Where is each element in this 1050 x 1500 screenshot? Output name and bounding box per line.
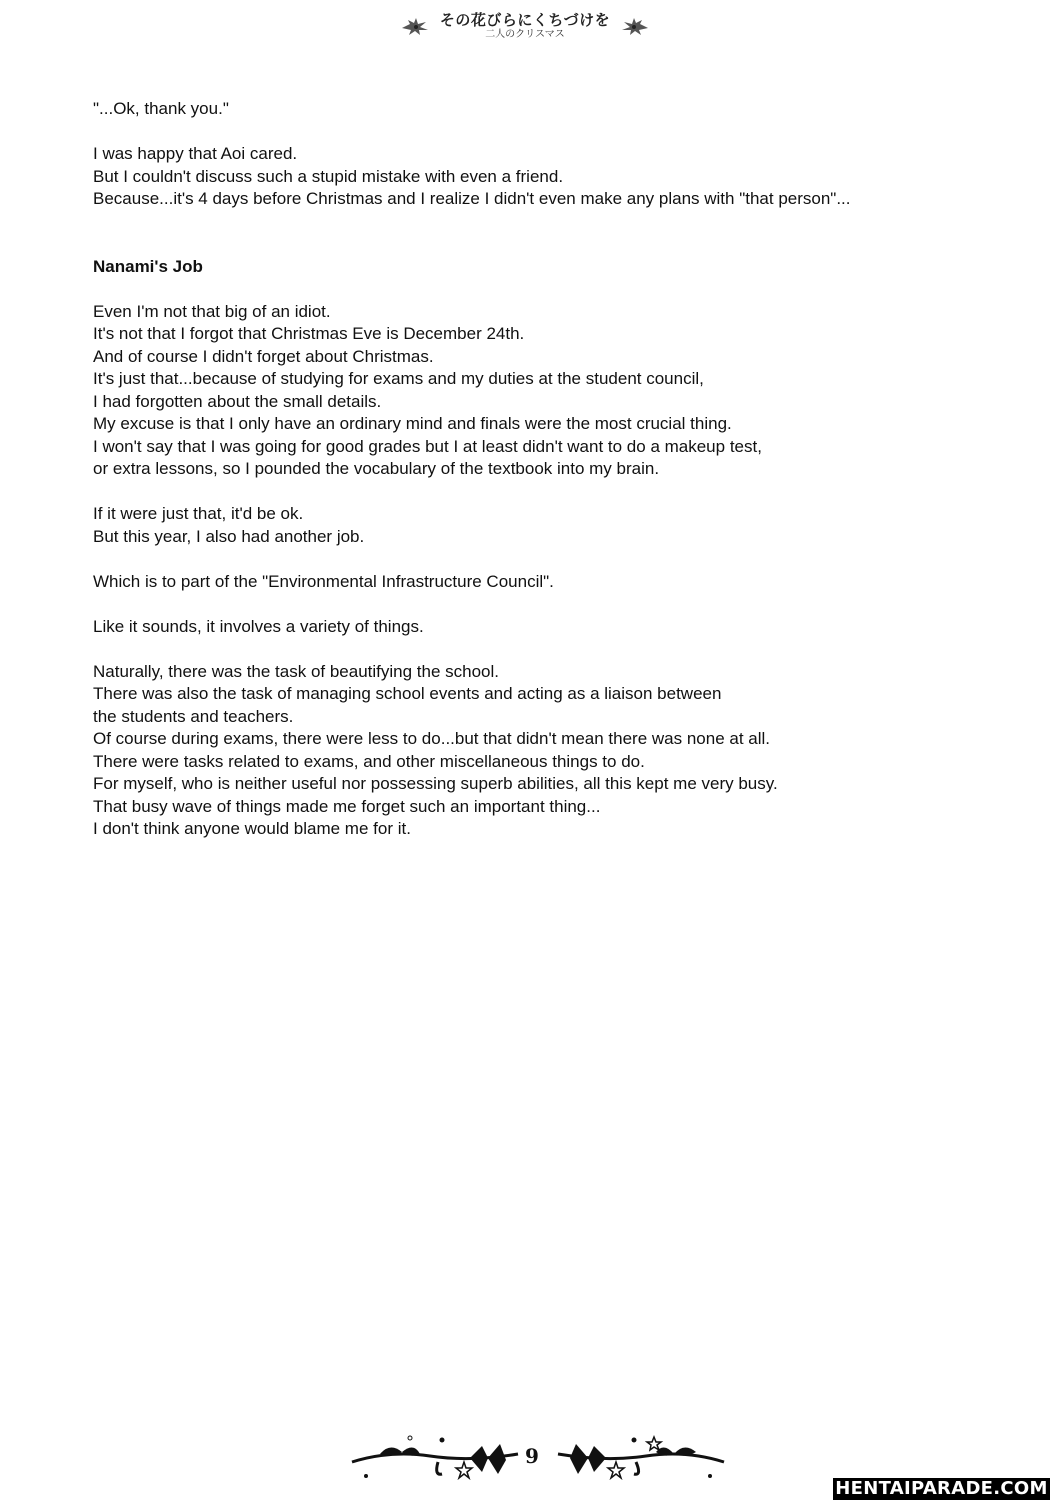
text-line: I don't think anyone would blame me for it.: [93, 819, 411, 838]
text-line: There were tasks related to exams, and other miscellaneous things to do.: [93, 751, 645, 771]
body-text: [93, 98, 973, 841]
text-line: If it were just that, it'd be ok.: [93, 504, 304, 523]
text-line: For myself, who is neither useful nor possessing superb abilities, all this kept me very busy.: [93, 774, 778, 793]
ribbon-ornament-icon-left: [350, 1432, 520, 1482]
text-line: I was happy that Aoi cared.: [93, 144, 298, 163]
page-number: 9: [525, 1444, 539, 1468]
text-line: I had forgotten about the small details.: [93, 391, 382, 411]
text-line: My excuse is that I only have an ordinary mind and finals were the most crucial thing.: [93, 414, 732, 433]
text-line: Even I'm not that big of an idiot.: [93, 301, 331, 321]
text-line: Because...it's 4 days before Christmas and I realize I didn't even make any plans with "that person"...: [93, 189, 851, 208]
text-line: But I couldn't discuss such a stupid mistake with even a friend.: [93, 166, 564, 186]
ribbon-ornament-icon-right: [556, 1432, 726, 1482]
text-line: or extra lessons, so I pounded the vocabulary of the textbook into my brain.: [93, 459, 660, 478]
blank-line: [93, 593, 973, 616]
text-line: There was also the task of managing school events and acting as a liaison between: [93, 684, 722, 703]
holly-icon-right: [616, 14, 650, 38]
text-line: It's just that...because of studying for exams and my duties at the student council,: [93, 369, 704, 388]
blank-line: [93, 121, 973, 144]
text-line: "...Ok, thank you.": [93, 99, 229, 118]
page-header: [0, 6, 1050, 46]
text-line: That busy wave of things made me forget such an important thing...: [93, 796, 601, 816]
header-title: その花びらにくちづけを: [439, 10, 611, 29]
header-title-block: [439, 10, 611, 40]
text-line: It's not that I forgot that Christmas Eve is December 24th.: [93, 324, 525, 343]
holly-icon-left: [400, 14, 434, 38]
section-spacer: [93, 211, 973, 256]
text-line: Which is to part of the "Environmental Infrastructure Council".: [93, 571, 554, 591]
text-line: I won't say that I was going for good grades but I at least didn't want to do a makeup test,: [93, 436, 762, 456]
header-subtitle: 二人のクリスマス: [485, 28, 565, 40]
blank-line: [93, 481, 973, 504]
page-footer: [0, 1432, 1050, 1482]
section-heading: Nanami's Job: [93, 256, 203, 276]
text-line: Naturally, there was the task of beautifying the school.: [93, 661, 500, 681]
text-line: But this year, I also had another job.: [93, 526, 365, 546]
text-line: Like it sounds, it involves a variety of things.: [93, 616, 424, 636]
text-line: Of course during exams, there were less to do...but that didn't mean there was none at all.: [93, 729, 771, 748]
text-line: And of course I didn't forget about Christmas.: [93, 346, 434, 366]
blank-line: [93, 638, 973, 661]
site-watermark: HENTAIPARADE.COM: [833, 1478, 1050, 1500]
text-line: the students and teachers.: [93, 706, 294, 726]
blank-line: [93, 548, 973, 571]
blank-line: [93, 278, 973, 301]
